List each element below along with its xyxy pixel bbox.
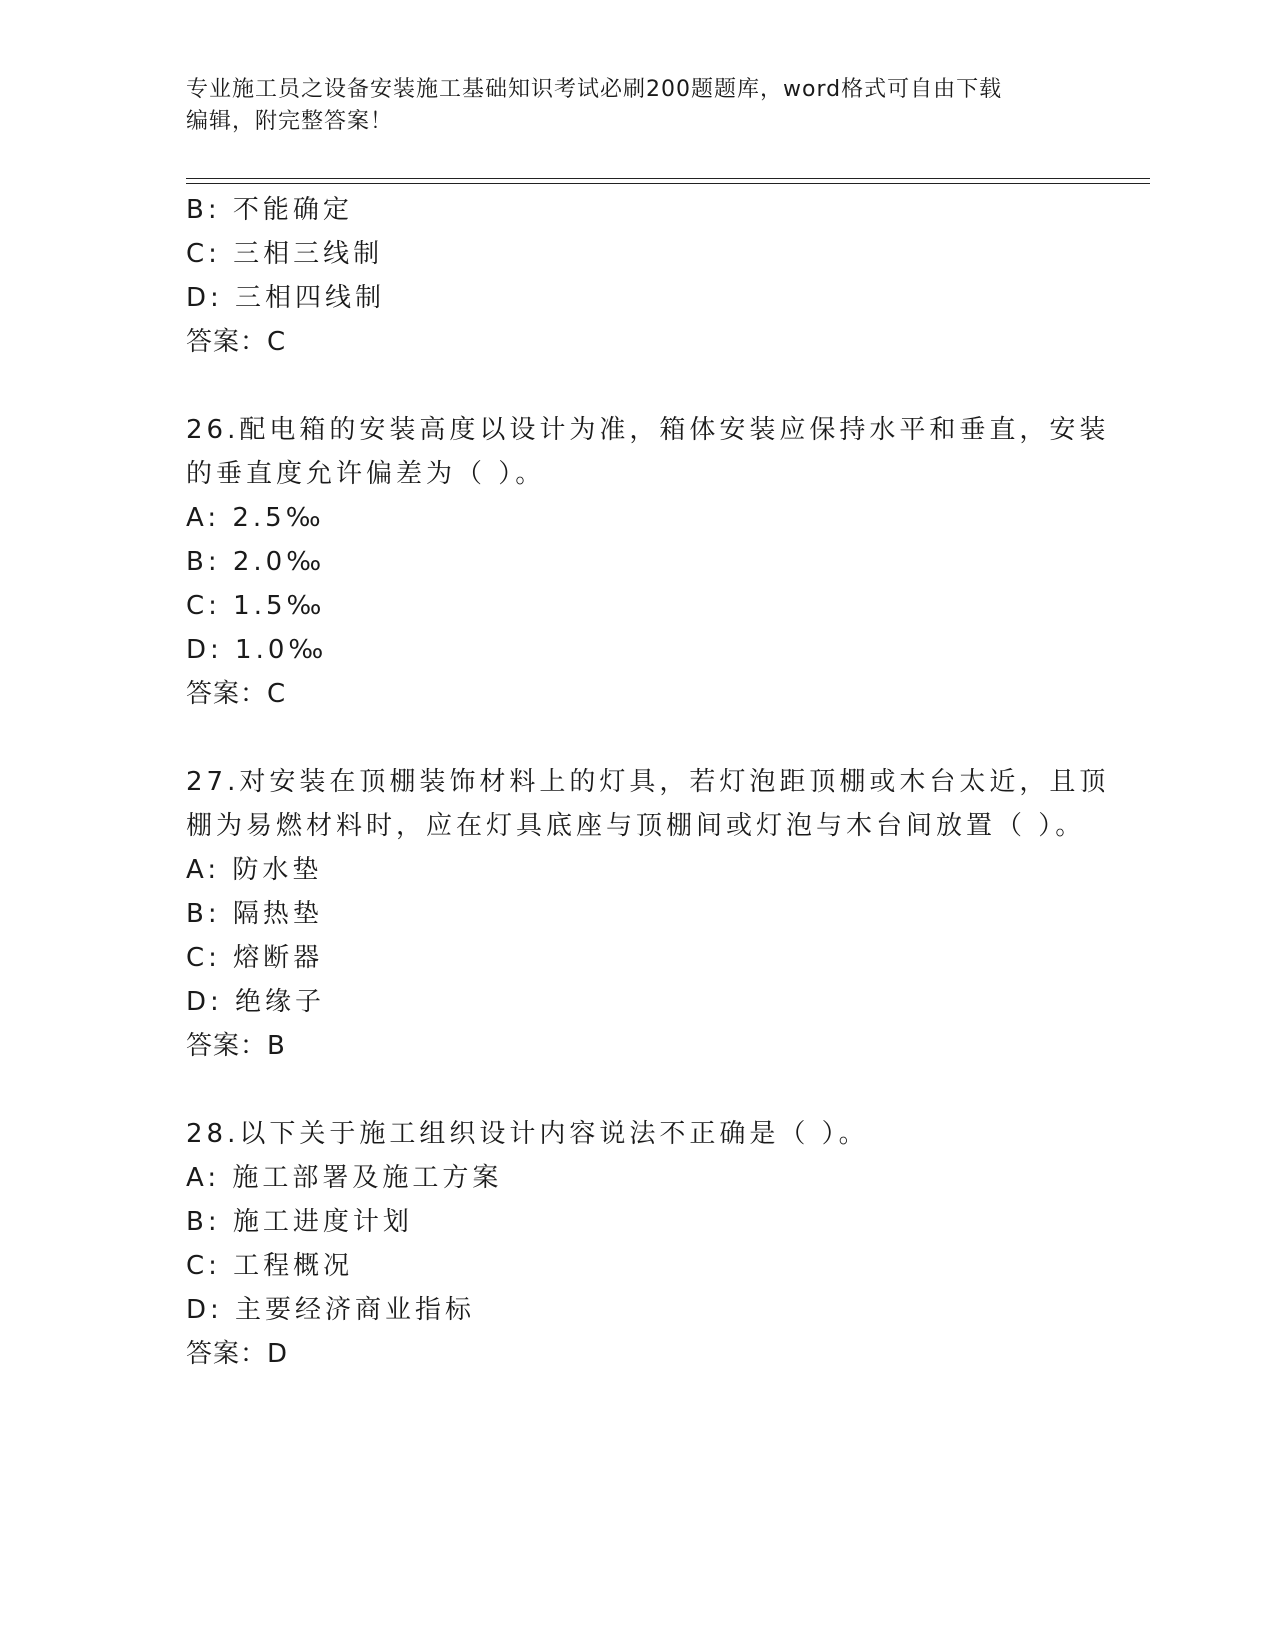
q25-option-b: B: 不能确定 [186,195,353,225]
q28-stem-line-1: 28.以下关于施工组织设计内容说法不正确是（ ）。 [186,1119,869,1149]
q28-option-c: C: 工程概况 [186,1251,354,1281]
q28-option-a: A: 施工部署及施工方案 [186,1163,503,1193]
q27-option-c: C: 熔断器 [186,943,324,973]
q26-stem-line-1: 26.配电箱的安装高度以设计为准，箱体安装应保持水平和垂直，安装 [186,415,1110,445]
q26-option-c: C: 1.5‰ [186,591,326,621]
header-line-1: 专业施工员之设备安装施工基础知识考试必刷200题题库，word格式可自由下载 [186,77,1003,102]
q25-answer: 答案：C [186,327,287,357]
q27-answer: 答案：B [186,1031,286,1061]
q27-stem-line-1: 27.对安装在顶棚装饰材料上的灯具，若灯泡距顶棚或木台太近，且顶 [186,767,1110,797]
document-header [186,74,1086,138]
q27-option-b: B: 隔热垫 [186,899,323,929]
q27-option-d: D: 绝缘子 [186,987,326,1017]
q25-option-c: C: 三相三线制 [186,239,384,269]
header-line-2: 编辑，附完整答案！ [186,109,394,134]
q28-option-d: D: 主要经济商业指标 [186,1295,476,1325]
q26-option-b: B: 2.0‰ [186,547,326,577]
q28-option-b: B: 施工进度计划 [186,1207,413,1237]
q27-option-a: A: 防水垫 [186,855,323,885]
q26-answer: 答案：C [186,679,287,709]
q26-option-a: A: 2.5‰ [186,503,325,533]
header-divider-bottom [186,183,1150,184]
q25-option-d: D: 三相四线制 [186,283,386,313]
q27-stem-line-2: 棚为易燃材料时，应在灯具底座与顶棚间或灯泡与木台间放置（ ）。 [186,811,1086,841]
q26-stem-line-2: 的垂直度允许偏差为（ ）。 [186,459,546,489]
q28-answer: 答案：D [186,1339,289,1369]
header-divider-top [186,178,1150,179]
q26-option-d: D: 1.0‰ [186,635,328,665]
